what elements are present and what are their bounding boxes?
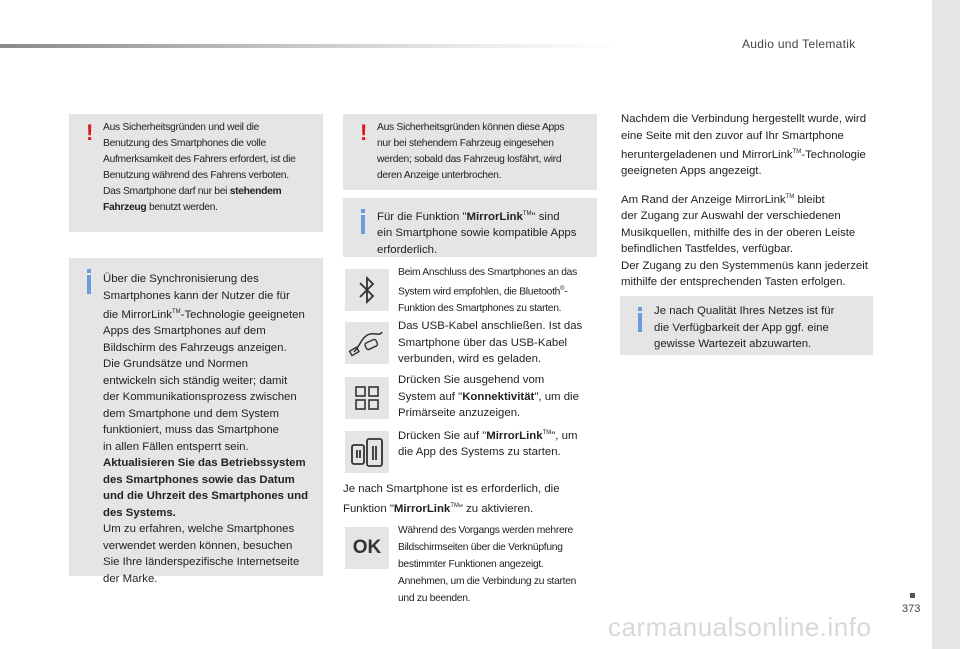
ok-icon (345, 527, 389, 569)
info-box-requirements (343, 198, 597, 257)
ok-icon-label: OK (352, 537, 382, 558)
warning-line: Aufmerksamkeit des Fahrers erfordert, ist die (103, 154, 296, 165)
activation-paragraph: Je nach Smartphone ist es erforderlich, die Funktion "MirrorLink™" zu aktivieren. (343, 483, 560, 515)
apps-grid-icon (345, 377, 389, 419)
info-box-network (620, 296, 873, 355)
warning-line: Benutzung während des Fahrens verboten. (103, 170, 289, 181)
info-box-sync (69, 258, 323, 585)
step-usb-text: Das USB-Kabel anschließen. Ist das Smartphone über das USB-Kabel verbunden, wird es geladen. (398, 320, 583, 365)
page-number: 373 (902, 603, 921, 615)
usb-cable-icon-glyph (348, 328, 386, 358)
warning-box-apps (343, 114, 597, 190)
apps-grid-icon-glyph (354, 385, 380, 411)
warning-box-driving (69, 114, 323, 232)
step-menu-text: Drücken Sie ausgehend vom System auf "Konnektivität", um die Primärseite anzuzeigen. (398, 374, 579, 419)
warning-line: Benutzung des Smartphones die volle (103, 138, 266, 149)
section-title: Audio und Telematik (742, 37, 856, 51)
warning-line: Fahrzeug benutzt werden. (103, 202, 218, 213)
watermark: carmanualsonline.info (608, 612, 872, 642)
info-icon (87, 275, 91, 294)
step-bluetooth-text: Beim Anschluss des Smartphones an das System wird empfohlen, die Bluetooth®- Funktion des Smartphones zu starten. (398, 267, 577, 315)
warning-icon: ! (86, 120, 94, 145)
mirrorlink-icon (345, 431, 389, 473)
info-text: Je nach Qualität Ihres Netzes ist für die Verfügbarkeit der App ggf. eine gewisse Wartezeit abzuwarten. (654, 305, 835, 350)
warning-line: Aus Sicherheitsgründen und weil die (103, 122, 260, 133)
usb-cable-icon (345, 322, 389, 364)
warning-text: Aus Sicherheitsgründen können diese Apps nur bei stehendem Fahrzeug eingesehen werden; sobald das Fahrzeug losfährt, wird deren Anzeige unterbrochen. (377, 122, 565, 181)
paragraph-access: Am Rand der Anzeige MirrorLink™ bleibt der Zugang zur Auswahl der verschiedenen Musikquellen, mithilfe des in der oberen Leiste befindlichen Tastfeldes, verfügbar. Der Zugang zu den Systemmenüs kann jederzeit mithilfe der entsprechenden Tasten erfolgen. (621, 193, 868, 289)
info-icon (361, 215, 365, 234)
header-rule (0, 44, 620, 48)
mirrorlink-icon-glyph (348, 436, 386, 468)
step-mirrorlink-text: Drücken Sie auf "MirrorLink™", um die App des Systems zu starten. (398, 429, 578, 459)
warning-icon: ! (360, 120, 368, 145)
warning-text (103, 120, 323, 216)
paragraph-connection: Nachdem die Verbindung hergestellt wurde, wird eine Seite mit den zuvor auf Ihr Smartphone heruntergeladenen und MirrorLink™-Technologie geeigneten Apps angezeigt. (621, 113, 867, 178)
step-ok-text: Während des Vorgangs werden mehrere Bildschirmseiten über die Verknüpfung bestimmter Funktionen angezeigt. Annehmen, um die Verbindung zu starten und zu beenden. (398, 525, 577, 604)
bluetooth-icon-glyph (355, 274, 379, 306)
bluetooth-icon (345, 269, 389, 311)
warning-line: Das Smartphone darf nur bei stehendem (103, 186, 282, 197)
info-icon (638, 313, 642, 332)
info-text: Über die Synchronisierung des Smartphones kann der Nutzer die für die MirrorLink™-Technologie geeigneten Apps des Smartphones auf dem Bildschirm des Fahrzeugs anzeigen. Die Grundsätze und Normen entwickeln sich ständig weiter; damit der Kommunikationsprozess zwischen dem Smartphone und dem System funktioniert, muss das Smartphone in allen Fällen entsperrt sein. Aktualisieren Sie das Betriebssystem des Smartphones sowie das Datum und die Uhrzeit des Smartphones und des Systems. Um zu erfahren, welche Smartphones verwendet werden können, besuchen Sie Ihre länderspezifische Internetseite der Marke. (103, 273, 309, 585)
page-edge-bar (932, 0, 960, 649)
info-text: Für die Funktion "MirrorLink™" sind ein Smartphone sowie kompatible Apps erforderlich. (377, 210, 577, 256)
page-marker (910, 593, 915, 598)
